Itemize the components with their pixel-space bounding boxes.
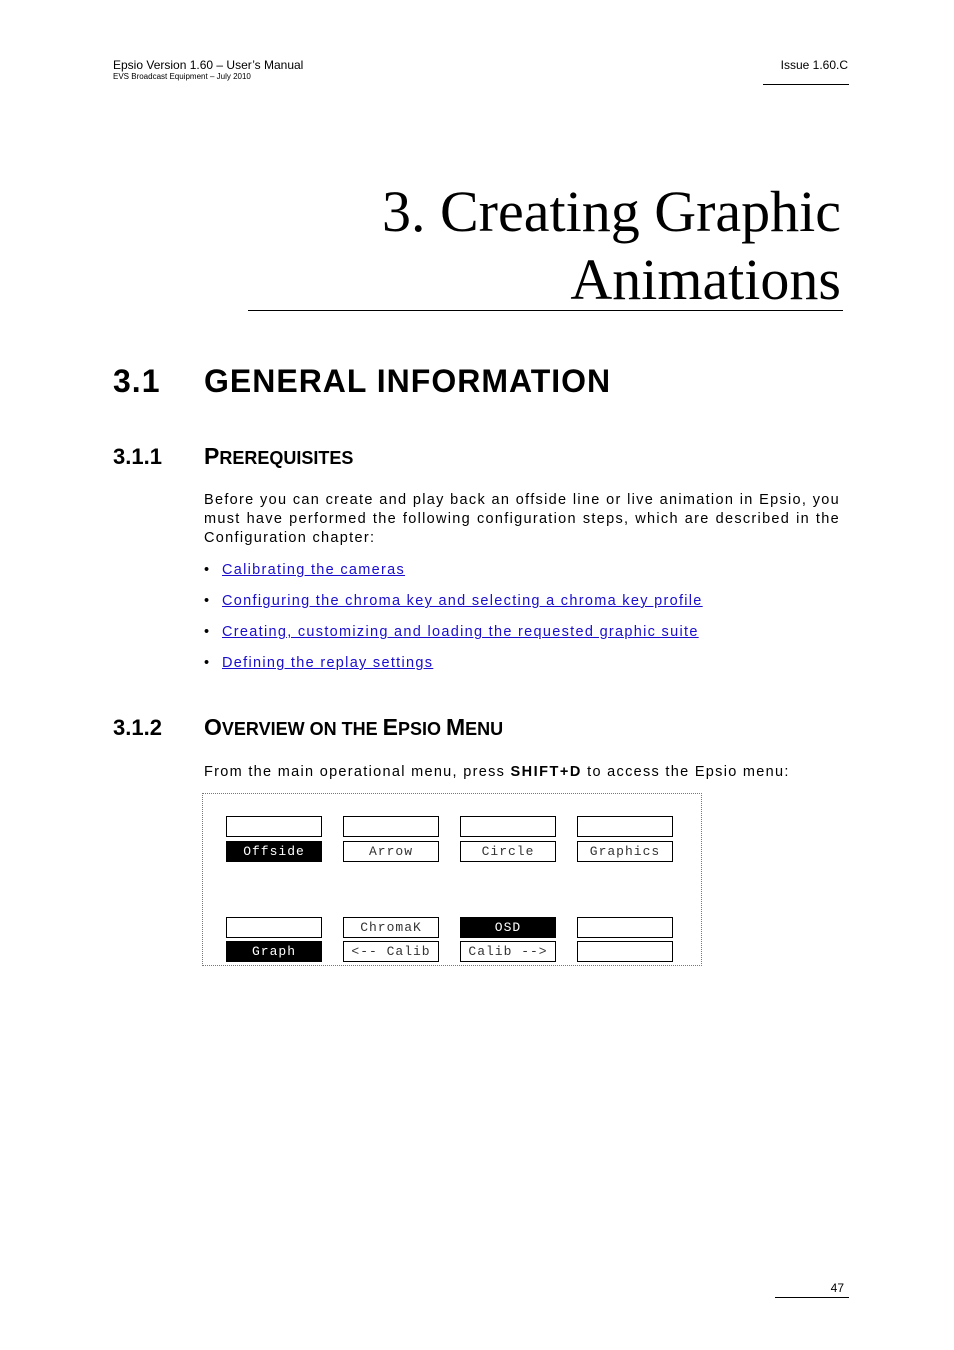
menu-key-f2-top[interactable]: [343, 816, 439, 837]
menu-key-osd[interactable]: OSD: [460, 917, 556, 938]
issue-label: Issue 1.60.C: [780, 58, 848, 72]
page-number: 47: [830, 1281, 844, 1295]
prerequisites-list: [204, 561, 703, 685]
menu-key-offside[interactable]: Offside: [226, 841, 322, 862]
overview-paragraph: [204, 763, 840, 782]
list-item: [204, 592, 703, 623]
shortcut-key: SHIFT+D: [510, 764, 582, 780]
menu-key-f10-bottom[interactable]: [577, 941, 673, 962]
bullet-icon: •: [204, 624, 211, 640]
menu-key-f6-top[interactable]: [226, 917, 322, 938]
section-number: 3.1: [113, 363, 161, 399]
overview-text-before: From the main operational menu, press: [204, 764, 511, 780]
menu-key-f4-top[interactable]: [577, 816, 673, 837]
header-left: [113, 58, 303, 82]
menu-key-f1-top[interactable]: [226, 816, 322, 837]
footer-divider: [775, 1297, 849, 1298]
list-item: [204, 654, 703, 685]
heading-cap: P: [204, 443, 220, 469]
bullet-icon: •: [204, 562, 211, 578]
link-graphic-suite[interactable]: Creating, customizing and loading the requested graphic suite: [222, 624, 699, 640]
subsection-heading-overview: [113, 713, 503, 743]
section-title: GENERAL INFORMATION: [204, 363, 612, 399]
bullet-icon: •: [204, 593, 211, 609]
chapter-title: [191, 178, 841, 314]
menu-key-circle[interactable]: Circle: [460, 841, 556, 862]
chapter-title-line2: Animations: [570, 247, 841, 312]
link-replay-settings[interactable]: Defining the replay settings: [222, 655, 434, 671]
heading-cap: E: [382, 714, 398, 740]
menu-key-f3-top[interactable]: [460, 816, 556, 837]
bullet-icon: •: [204, 655, 211, 671]
chapter-divider: [248, 310, 843, 311]
epsio-menu-panel: [202, 793, 702, 966]
heading-rest: PSIO: [397, 719, 446, 739]
heading-rest: REREQUISITES: [219, 448, 354, 468]
prerequisites-paragraph: Before you can create and play back an offside line or live animation in Epsio, you must have performed the following configuration steps, which are described in the Configuration chapter:: [204, 492, 840, 546]
manual-title: Epsio Version 1.60 – User’s Manual: [113, 58, 304, 72]
heading-cap: O: [204, 714, 222, 740]
menu-key-chromak[interactable]: ChromaK: [343, 917, 439, 938]
manual-subtitle: EVS Broadcast Equipment – July 2010: [113, 72, 251, 81]
subsection-number: 3.1.2: [113, 715, 162, 740]
overview-text-after: to access the Epsio menu:: [581, 764, 790, 780]
link-calibrating-cameras[interactable]: Calibrating the cameras: [222, 562, 406, 578]
subsection-number: 3.1.1: [113, 444, 162, 469]
list-item: [204, 623, 703, 654]
subsection-heading-prerequisites: [113, 442, 353, 472]
menu-key-f9-top[interactable]: [577, 917, 673, 938]
heading-cap: M: [445, 714, 466, 740]
header-divider: [763, 84, 849, 85]
section-heading: [113, 361, 611, 401]
menu-key-graph[interactable]: Graph: [226, 941, 322, 962]
heading-rest: ENU: [465, 719, 504, 739]
menu-key-calib-left[interactable]: <-- Calib: [343, 941, 439, 962]
link-chroma-key[interactable]: Configuring the chroma key and selecting a chroma key profile: [222, 593, 703, 609]
heading-rest: VERVIEW ON THE: [221, 719, 383, 739]
menu-key-calib-right[interactable]: Calib -->: [460, 941, 556, 962]
menu-key-graphics[interactable]: Graphics: [577, 841, 673, 862]
list-item: [204, 561, 703, 592]
menu-key-arrow[interactable]: Arrow: [343, 841, 439, 862]
chapter-title-line1: 3. Creating Graphic: [381, 179, 841, 244]
